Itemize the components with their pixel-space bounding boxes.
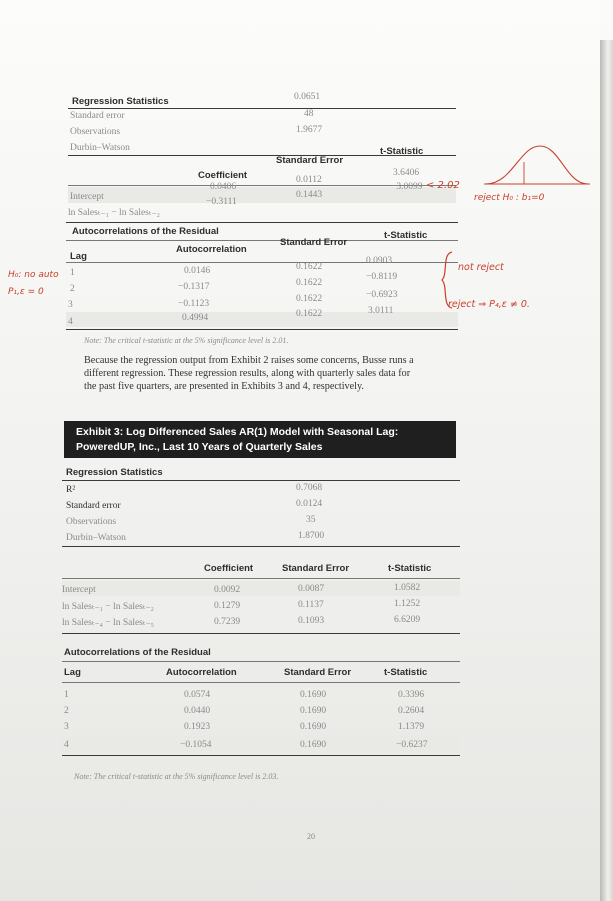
lag-num: 4 xyxy=(68,317,73,327)
body-paragraph xyxy=(84,354,464,393)
resid-se: 0.1622 xyxy=(296,309,323,319)
coef-t: −3.0099 xyxy=(391,182,423,192)
lag-num: 3 xyxy=(68,300,73,310)
table-note: Note: The critical t-statistic at the 5% significance level is 2.01. xyxy=(84,336,289,345)
coef-t: 1.1252 xyxy=(394,599,421,609)
col-std-error: Standard Error xyxy=(284,667,352,678)
resid-t: −0.8119 xyxy=(366,272,398,282)
coef-t: 3.6406 xyxy=(393,168,420,178)
col-coefficient: Coefficient xyxy=(204,563,254,574)
stat-value: 35 xyxy=(306,515,316,525)
lag-num: 3 xyxy=(64,722,69,732)
col-std-error: Standard Error xyxy=(280,237,348,248)
resid-title: Autocorrelations of the Residual xyxy=(72,226,219,237)
annotation-h0-left: H₀: no auto xyxy=(8,270,59,280)
paragraph-line: different regression. These regression results, along with quarterly sales data for xyxy=(84,368,411,379)
resid-t: −0.6923 xyxy=(366,290,398,300)
autocorr-value: 0.0146 xyxy=(184,266,211,276)
resid-se: 0.1622 xyxy=(296,262,323,272)
stat-label: Observations xyxy=(70,127,121,137)
stat-value: 1.9677 xyxy=(296,125,323,135)
resid-se: 0.1690 xyxy=(300,722,327,732)
col-t-stat: t-Statistic xyxy=(380,146,424,157)
stat-value: 1.8700 xyxy=(298,531,325,541)
stat-label: Standard error xyxy=(70,111,125,121)
resid-se: 0.1690 xyxy=(300,706,327,716)
col-t-stat: t-Statistic xyxy=(388,563,432,574)
autocorr-value: 0.1923 xyxy=(184,722,211,732)
coef-label: Intercept xyxy=(62,585,96,595)
col-lag: Lag xyxy=(64,667,81,678)
stat-value: 0.0124 xyxy=(296,499,323,509)
resid-se: 0.1690 xyxy=(300,740,327,750)
reg-stats-title: Regression Statistics xyxy=(66,467,163,478)
coef-value: −0.3111 xyxy=(206,197,237,207)
annotation-t-compare: < 2.02 xyxy=(426,180,460,191)
resid-t: 0.3396 xyxy=(398,690,425,700)
resid-t: 1.1379 xyxy=(398,722,425,732)
stat-label: Standard error xyxy=(66,501,121,511)
stat-value: 0.7068 xyxy=(296,483,323,493)
resid-se: 0.1690 xyxy=(300,690,327,700)
stat-value: 48 xyxy=(304,109,314,119)
stat-value: 0.0651 xyxy=(294,92,321,102)
rule xyxy=(66,262,458,263)
rule xyxy=(62,633,460,634)
stat-label: R² xyxy=(66,485,76,495)
coef-value: 0.0406 xyxy=(210,182,237,192)
rule xyxy=(62,578,460,579)
coef-label: ln Salesₜ₋₄ − ln Salesₜ₋₅ xyxy=(62,618,154,628)
col-t-stat: t-Statistic xyxy=(384,667,428,678)
stat-label: Durbin–Watson xyxy=(66,533,126,543)
exhibit-subtitle: PoweredUP, Inc., Last 10 Years of Quarterly Sales xyxy=(76,441,323,453)
resid-se: 0.1622 xyxy=(296,278,323,288)
annotation-reject-beta: reject ⇒ P₄,ε ≠ 0. xyxy=(448,299,530,310)
stat-label: Observations xyxy=(66,517,117,527)
coef-value: 0.7239 xyxy=(214,617,241,627)
rule xyxy=(62,755,460,756)
coef-value: 0.1279 xyxy=(214,601,241,611)
coef-se: 0.1137 xyxy=(298,600,324,610)
coef-value: 0.0092 xyxy=(214,585,241,595)
coef-label: ln Salesₜ₋₁ − ln Salesₜ₋₂ xyxy=(68,208,160,218)
col-lag: Lag xyxy=(70,251,87,262)
paragraph-line: Because the regression output from Exhibit 2 raises some concerns, Busse runs a xyxy=(84,355,414,366)
reg-stats-title: Regression Statistics xyxy=(72,96,169,107)
exhibit-banner xyxy=(64,421,456,458)
coef-label: Intercept xyxy=(70,192,104,202)
rule xyxy=(66,329,458,330)
rule xyxy=(68,108,456,109)
resid-t: −0.6237 xyxy=(396,740,428,750)
coef-se: 0.1443 xyxy=(296,190,323,200)
autocorr-value: −0.1317 xyxy=(178,282,210,292)
autocorr-value: −0.1123 xyxy=(178,299,210,309)
col-coefficient: Coefficient xyxy=(198,170,248,181)
lag-num: 2 xyxy=(70,284,75,294)
resid-se: 0.1622 xyxy=(296,294,323,304)
coef-se: 0.0112 xyxy=(296,175,322,185)
annotation-reject-h0: reject H₀ : b₁=0 xyxy=(474,193,545,203)
resid-t: 3.0111 xyxy=(368,306,394,316)
coef-label: ln Salesₜ₋₁ − ln Salesₜ₋₂ xyxy=(62,602,154,612)
annotation-h0-left: P₁,ε = 0 xyxy=(8,287,44,297)
exhibit-title: Exhibit 3: Log Differenced Sales AR(1) Model with Seasonal Lag: xyxy=(76,426,399,438)
rule xyxy=(62,546,460,547)
autocorr-value: 0.4994 xyxy=(182,313,209,323)
annotation-not-reject: not reject xyxy=(458,262,504,273)
rule xyxy=(66,222,458,223)
coef-t: 6.6209 xyxy=(394,615,421,625)
normal-curve-sketch xyxy=(482,140,592,190)
autocorr-value: 0.0574 xyxy=(184,690,211,700)
col-std-error: Standard Error xyxy=(276,155,344,166)
stat-label: Durbin–Watson xyxy=(70,143,130,153)
paragraph-line: the past five quarters, are presented in Exhibits 3 and 4, respectively. xyxy=(84,381,364,392)
rule xyxy=(62,661,460,662)
col-std-error: Standard Error xyxy=(282,563,350,574)
coef-t: 1.0582 xyxy=(394,583,421,593)
lag-num: 2 xyxy=(64,706,69,716)
lag-num: 1 xyxy=(70,268,75,278)
page-number: 20 xyxy=(307,832,315,841)
rule xyxy=(62,682,460,683)
coef-se: 0.0087 xyxy=(298,584,325,594)
lag-num: 4 xyxy=(64,740,69,750)
col-autocorrelation: Autocorrelation xyxy=(176,244,247,255)
resid-t: 0.2604 xyxy=(398,706,425,716)
row-shade xyxy=(66,312,458,327)
table-note: Note: The critical t-statistic at the 5% significance level is 2.03. xyxy=(74,772,279,781)
autocorr-value: 0.0440 xyxy=(184,706,211,716)
resid-title: Autocorrelations of the Residual xyxy=(64,647,211,658)
autocorr-value: −0.1054 xyxy=(180,740,212,750)
col-t-stat: t-Statistic xyxy=(384,230,428,241)
resid-t: 0.0903 xyxy=(366,256,393,266)
col-autocorrelation: Autocorrelation xyxy=(166,667,237,678)
coef-se: 0.1093 xyxy=(298,616,325,626)
rule xyxy=(62,480,460,481)
lag-num: 1 xyxy=(64,690,69,700)
